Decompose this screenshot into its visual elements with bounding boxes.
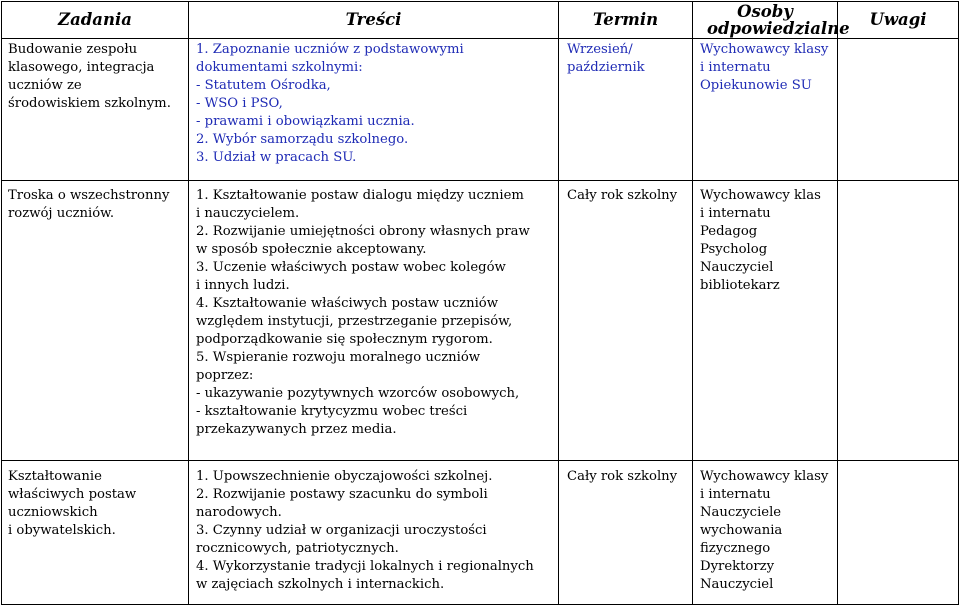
cell-line: w zajęciach szkolnych i internackich. <box>196 577 445 592</box>
cell-line: 3. Uczenie właściwych postaw wobec kolegów <box>196 260 506 275</box>
cell-line: rocznicowych, patriotycznych. <box>196 541 399 556</box>
header-termin: Termin <box>559 2 693 39</box>
cell-line: i internatu <box>700 60 771 75</box>
task-cell <box>2 39 189 181</box>
task-cell <box>2 461 189 605</box>
notes-cell <box>838 181 959 461</box>
cell-line: 3. Udział w pracach SU. <box>196 150 357 165</box>
cell-line: Wrzesień/ <box>567 42 633 57</box>
cell-line: Troska o wszechstronny <box>8 188 170 203</box>
notes-cell <box>838 39 959 181</box>
cell-line: poprzez: <box>196 368 254 383</box>
cell-line: fizycznego <box>700 541 771 556</box>
cell-line: 5. Wspieranie rozwoju moralnego uczniów <box>196 350 481 365</box>
cell-line: środowiskiem szkolnym. <box>8 96 171 111</box>
notes-cell <box>838 461 959 605</box>
cell-line: 2. Rozwijanie umiejętności obrony własnych praw <box>196 224 530 239</box>
cell-line: 1. Kształtowanie postaw dialogu między uczniem <box>196 188 524 203</box>
cell-line: Kształtowanie <box>8 469 102 484</box>
responsible-cell <box>693 181 838 461</box>
cell-line: uczniów ze <box>8 78 82 93</box>
table-row <box>2 461 959 605</box>
cell-line: 1. Upowszechnienie obyczajowości szkolnej. <box>196 469 493 484</box>
cell-line: 4. Kształtowanie właściwych postaw uczniów <box>196 296 499 311</box>
cell-line: - ukazywanie pozytywnych wzorców osobowych, <box>196 386 520 401</box>
cell-line: i internatu <box>700 487 771 502</box>
cell-line: - Statutem Ośrodka, <box>196 78 331 93</box>
cell-line: Cały rok szkolny <box>567 469 678 484</box>
content-cell <box>189 181 559 461</box>
cell-line: - kształtowanie krytycyzmu wobec treści <box>196 404 468 419</box>
cell-line: - prawami i obowiązkami ucznia. <box>196 114 415 129</box>
cell-line: 4. Wykorzystanie tradycji lokalnych i regionalnych <box>196 559 534 574</box>
header-osoby-label: Osoby odpowiedzialne <box>707 2 850 38</box>
cell-line: Nauczyciele <box>700 505 782 520</box>
cell-line: względem instytucji, przestrzeganie przepisów, <box>196 314 513 329</box>
header-uwagi: Uwagi <box>838 2 959 39</box>
cell-line: podporządkowanie się społecznym rygorom. <box>196 332 493 347</box>
cell-line: Cały rok szkolny <box>567 188 678 203</box>
cell-line: Opiekunowie SU <box>700 78 812 93</box>
cell-line: rozwój uczniów. <box>8 206 115 221</box>
cell-line: w sposób społecznie akceptowany. <box>196 242 427 257</box>
cell-line: i nauczycielem. <box>196 206 300 221</box>
cell-line: bibliotekarz <box>700 278 780 293</box>
cell-line: - WSO i PSO, <box>196 96 283 111</box>
cell-line: Dyrektorzy <box>700 559 775 574</box>
cell-line: narodowych. <box>196 505 282 520</box>
header-osoby <box>693 2 850 39</box>
cell-line: i internatu <box>700 206 771 221</box>
cell-line: i obywatelskich. <box>8 523 116 538</box>
cell-line: Wychowawcy klasy <box>700 42 829 57</box>
cell-line: i innych ludzi. <box>196 278 290 293</box>
header-tresci: Treści <box>189 2 559 39</box>
header-row <box>2 2 959 39</box>
cell-line: klasowego, integracja <box>8 60 155 75</box>
cell-line: przekazywanych przez media. <box>196 422 397 437</box>
content-cell <box>189 461 559 605</box>
cell-line: uczniowskich <box>8 505 98 520</box>
cell-line: właściwych postaw <box>8 487 137 502</box>
cell-line: wychowania <box>700 523 783 538</box>
cell-line: 1. Zapoznanie uczniów z podstawowymi <box>196 42 464 57</box>
responsible-cell <box>693 39 838 181</box>
cell-line: 3. Czynny udział w organizacji uroczystości <box>196 523 487 538</box>
term-cell <box>559 39 693 181</box>
plan-table <box>1 1 959 605</box>
cell-line: dokumentami szkolnymi: <box>196 60 363 75</box>
table-row <box>2 181 959 461</box>
cell-line: Pedagog <box>700 224 758 239</box>
cell-line: Budowanie zespołu <box>8 42 138 57</box>
task-cell <box>2 181 189 461</box>
responsible-cell <box>693 461 838 605</box>
header-zadania: Zadania <box>2 2 189 39</box>
term-cell <box>559 181 693 461</box>
cell-line: Wychowawcy klas <box>700 188 821 203</box>
cell-line: Nauczyciel <box>700 577 774 592</box>
cell-line: Psycholog <box>700 242 768 257</box>
content-cell <box>189 39 559 181</box>
cell-line: 2. Wybór samorządu szkolnego. <box>196 132 409 147</box>
cell-line: październik <box>567 60 645 75</box>
cell-line: 2. Rozwijanie postawy szacunku do symboli <box>196 487 488 502</box>
cell-line: Wychowawcy klasy <box>700 469 829 484</box>
cell-line: Nauczyciel <box>700 260 774 275</box>
term-cell <box>559 461 693 605</box>
table-row <box>2 39 959 181</box>
